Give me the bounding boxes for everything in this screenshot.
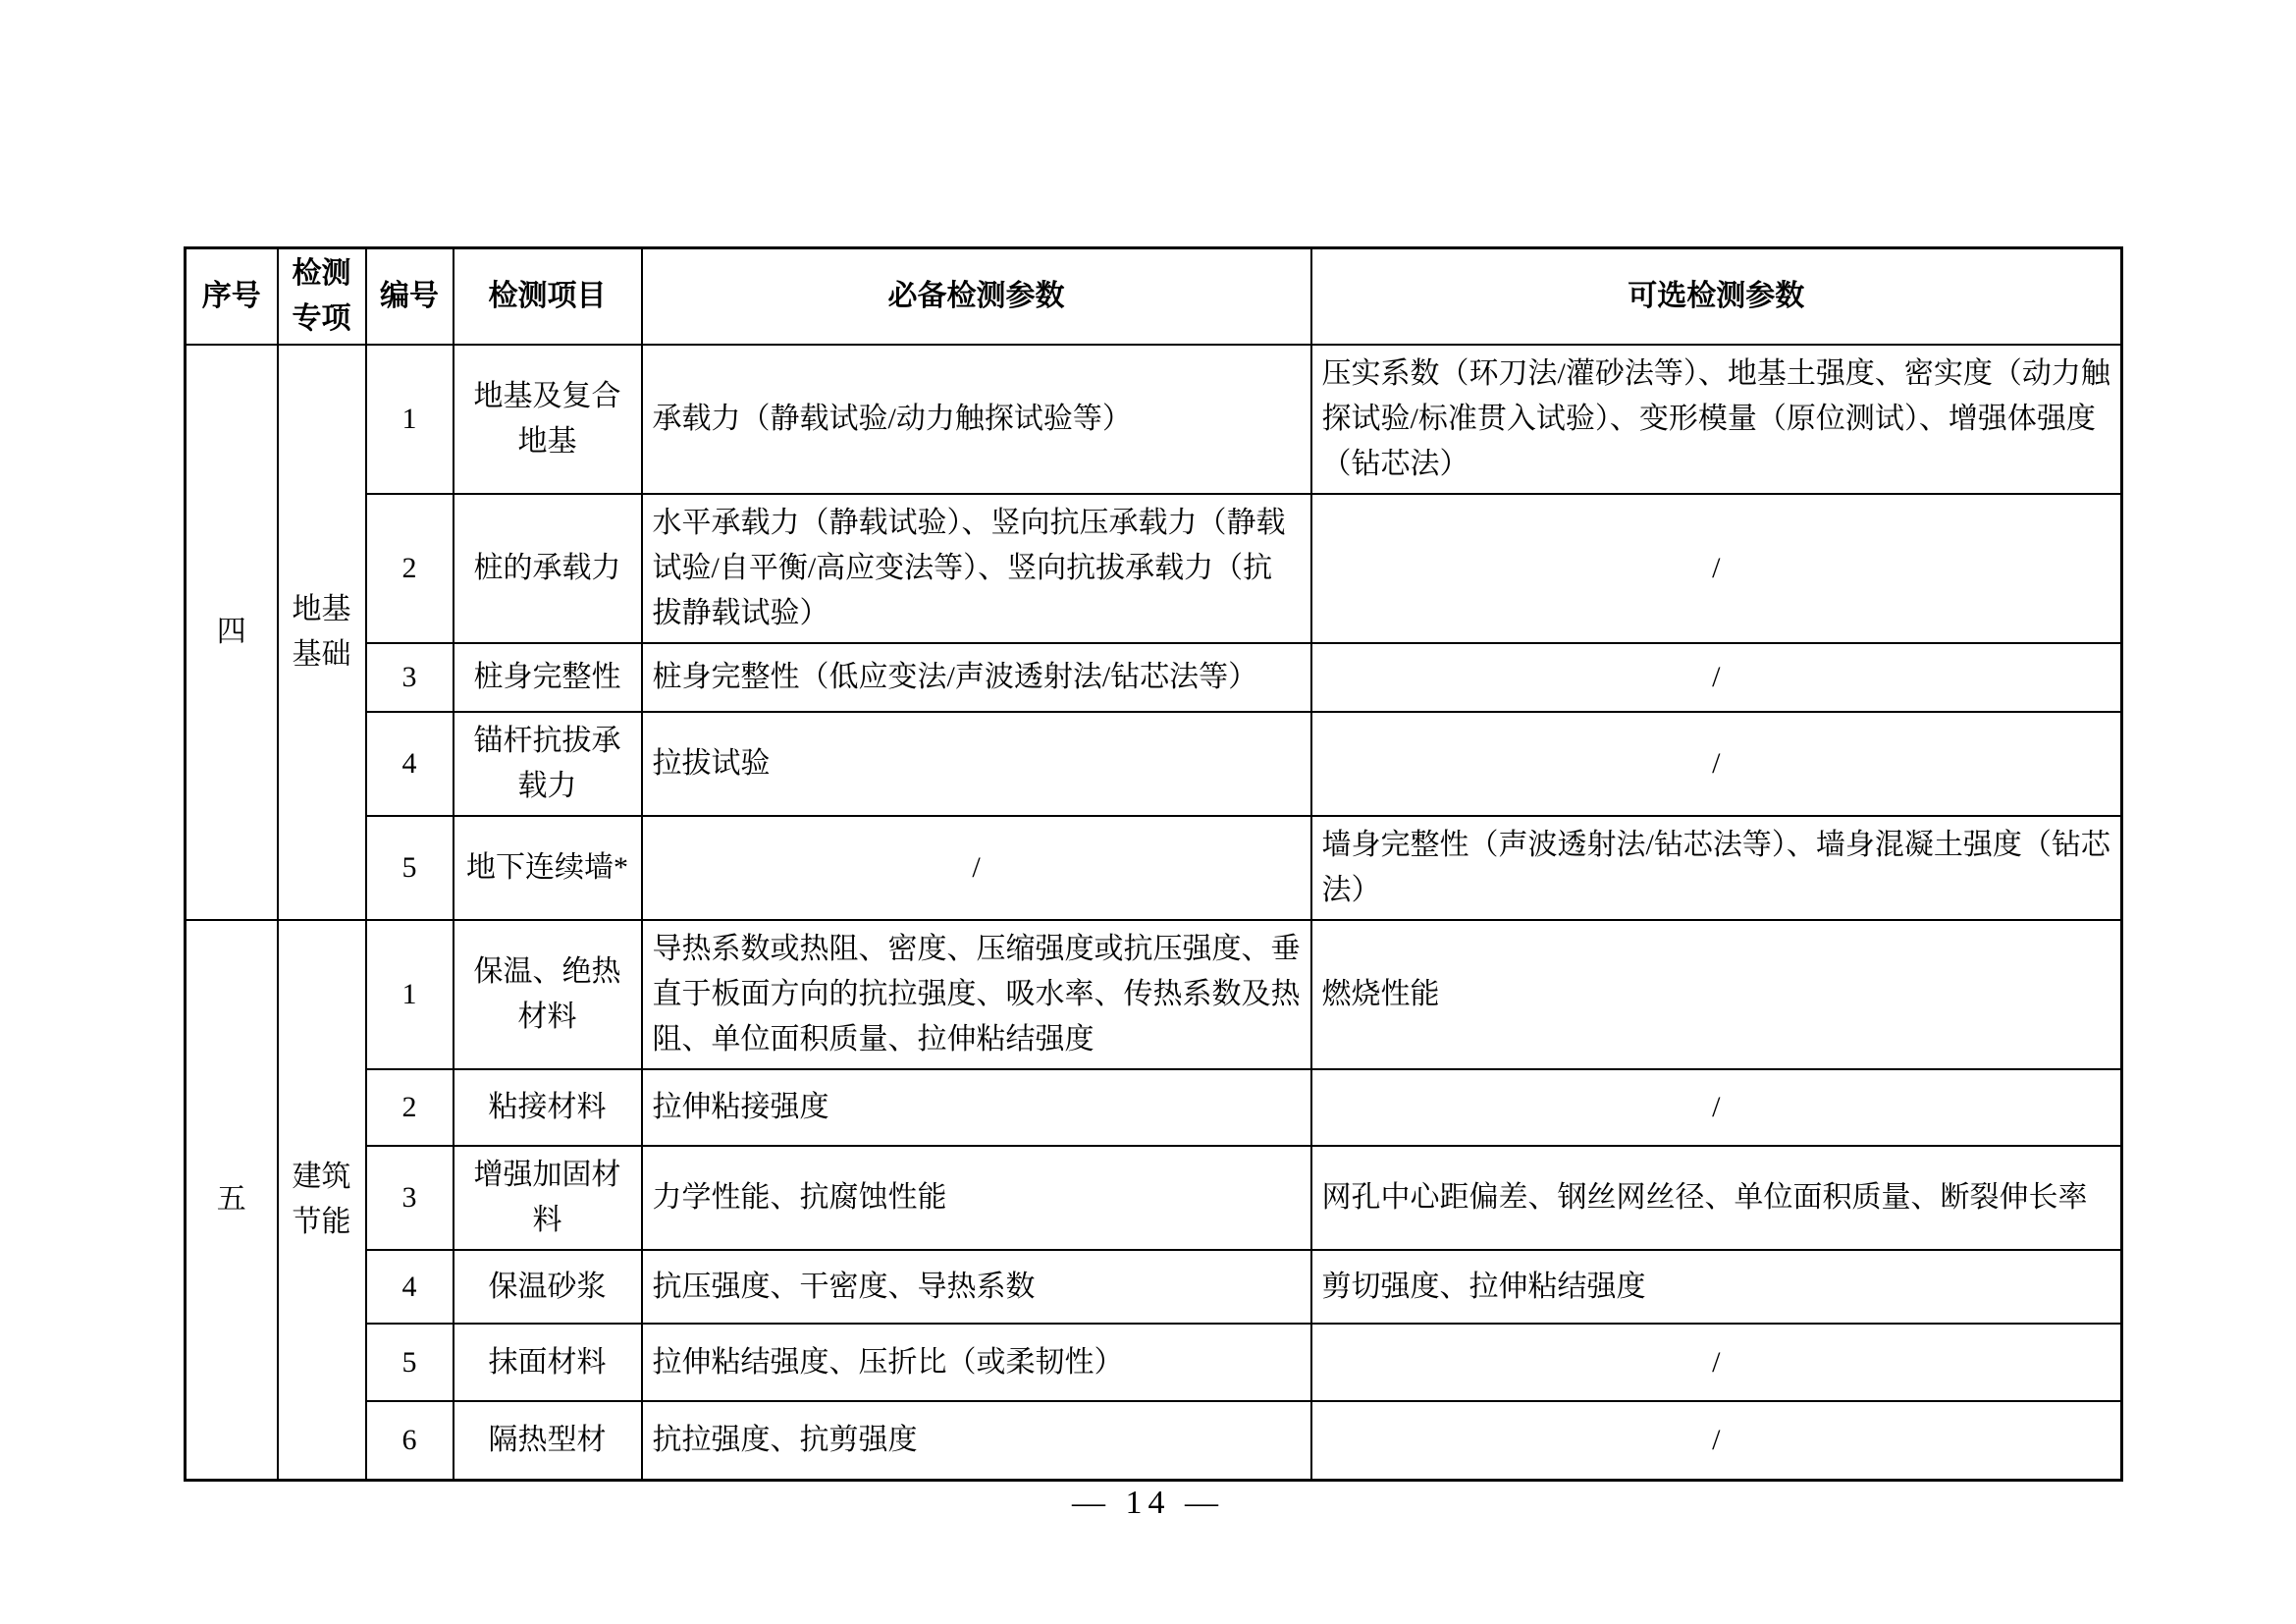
required-params-cell: 水平承载力（静载试验）、竖向抗压承载力（静载试验/自平衡/高应变法等）、竖向抗拔承载力（抗拔静载试验） [642, 494, 1311, 643]
table-row [186, 1401, 2122, 1480]
required-params-cell: 承载力（静载试验/动力触探试验等） [642, 345, 1311, 494]
inspection-item-cell: 粘接材料 [454, 1069, 642, 1146]
row-no-cell: 2 [366, 494, 454, 643]
optional-params-cell: / [1311, 494, 2122, 643]
inspection-item-cell: 保温砂浆 [454, 1250, 642, 1324]
required-params-cell: 导热系数或热阻、密度、压缩强度或抗压强度、垂直于板面方向的抗拉强度、吸水率、传热系数及热阻、单位面积质量、拉伸粘结强度 [642, 920, 1311, 1069]
col-header-no: 编号 [366, 248, 454, 346]
inspection-item-cell: 保温、绝热材料 [454, 920, 642, 1069]
section-specialty-cell: 建筑节能 [278, 920, 366, 1480]
optional-params-cell: 燃烧性能 [1311, 920, 2122, 1069]
optional-params-cell: / [1311, 643, 2122, 712]
section-seq-cell: 五 [186, 920, 278, 1480]
required-params-cell: 拉拔试验 [642, 712, 1311, 816]
required-params-cell: 抗拉强度、抗剪强度 [642, 1401, 1311, 1480]
inspection-item-cell: 锚杆抗拔承载力 [454, 712, 642, 816]
row-no-cell: 1 [366, 345, 454, 494]
inspection-item-cell: 抹面材料 [454, 1324, 642, 1401]
table-row [186, 643, 2122, 712]
optional-params-cell: / [1311, 1324, 2122, 1401]
col-header-required-params: 必备检测参数 [642, 248, 1311, 346]
section-seq-cell: 四 [186, 345, 278, 920]
header-row [186, 248, 2122, 346]
row-no-cell: 3 [366, 643, 454, 712]
optional-params-cell: 压实系数（环刀法/灌砂法等）、地基土强度、密实度（动力触探试验/标准贯入试验）、变形模量（原位测试）、增强体强度（钻芯法） [1311, 345, 2122, 494]
optional-params-cell: 剪切强度、拉伸粘结强度 [1311, 1250, 2122, 1324]
required-params-cell: 力学性能、抗腐蚀性能 [642, 1146, 1311, 1250]
col-header-optional-params: 可选检测参数 [1311, 248, 2122, 346]
table-row [186, 1324, 2122, 1401]
table-row [186, 816, 2122, 920]
table-row [186, 1069, 2122, 1146]
section-specialty-cell: 地基基础 [278, 345, 366, 920]
optional-params-cell: / [1311, 1069, 2122, 1146]
table-row [186, 345, 2122, 494]
row-no-cell: 4 [366, 712, 454, 816]
col-header-item: 检测项目 [454, 248, 642, 346]
row-no-cell: 5 [366, 816, 454, 920]
col-header-specialty: 检测专项 [278, 248, 366, 346]
table-header [186, 248, 2122, 346]
required-params-cell: 桩身完整性（低应变法/声波透射法/钻芯法等） [642, 643, 1311, 712]
optional-params-cell: / [1311, 1401, 2122, 1480]
inspection-item-cell: 桩的承载力 [454, 494, 642, 643]
table-row [186, 1146, 2122, 1250]
row-no-cell: 5 [366, 1324, 454, 1401]
required-params-cell: / [642, 816, 1311, 920]
row-no-cell: 1 [366, 920, 454, 1069]
optional-params-cell: / [1311, 712, 2122, 816]
optional-params-cell: 墙身完整性（声波透射法/钻芯法等）、墙身混凝土强度（钻芯法） [1311, 816, 2122, 920]
optional-params-cell: 网孔中心距偏差、钢丝网丝径、单位面积质量、断裂伸长率 [1311, 1146, 2122, 1250]
inspection-item-cell: 隔热型材 [454, 1401, 642, 1480]
table-row [186, 920, 2122, 1069]
required-params-cell: 拉伸粘结强度、压折比（或柔韧性） [642, 1324, 1311, 1401]
row-no-cell: 2 [366, 1069, 454, 1146]
inspection-item-cell: 地下连续墙* [454, 816, 642, 920]
inspection-item-cell: 桩身完整性 [454, 643, 642, 712]
row-no-cell: 6 [366, 1401, 454, 1480]
required-params-cell: 抗压强度、干密度、导热系数 [642, 1250, 1311, 1324]
table-row [186, 494, 2122, 643]
page-number: — 14 — [1072, 1485, 1224, 1521]
inspection-item-cell: 地基及复合地基 [454, 345, 642, 494]
table-row [186, 712, 2122, 816]
row-no-cell: 3 [366, 1146, 454, 1250]
inspection-parameters-table [184, 246, 2123, 1482]
col-header-seq: 序号 [186, 248, 278, 346]
row-no-cell: 4 [366, 1250, 454, 1324]
table-row [186, 1250, 2122, 1324]
table-body [186, 345, 2122, 1480]
inspection-item-cell: 增强加固材料 [454, 1146, 642, 1250]
required-params-cell: 拉伸粘接强度 [642, 1069, 1311, 1146]
